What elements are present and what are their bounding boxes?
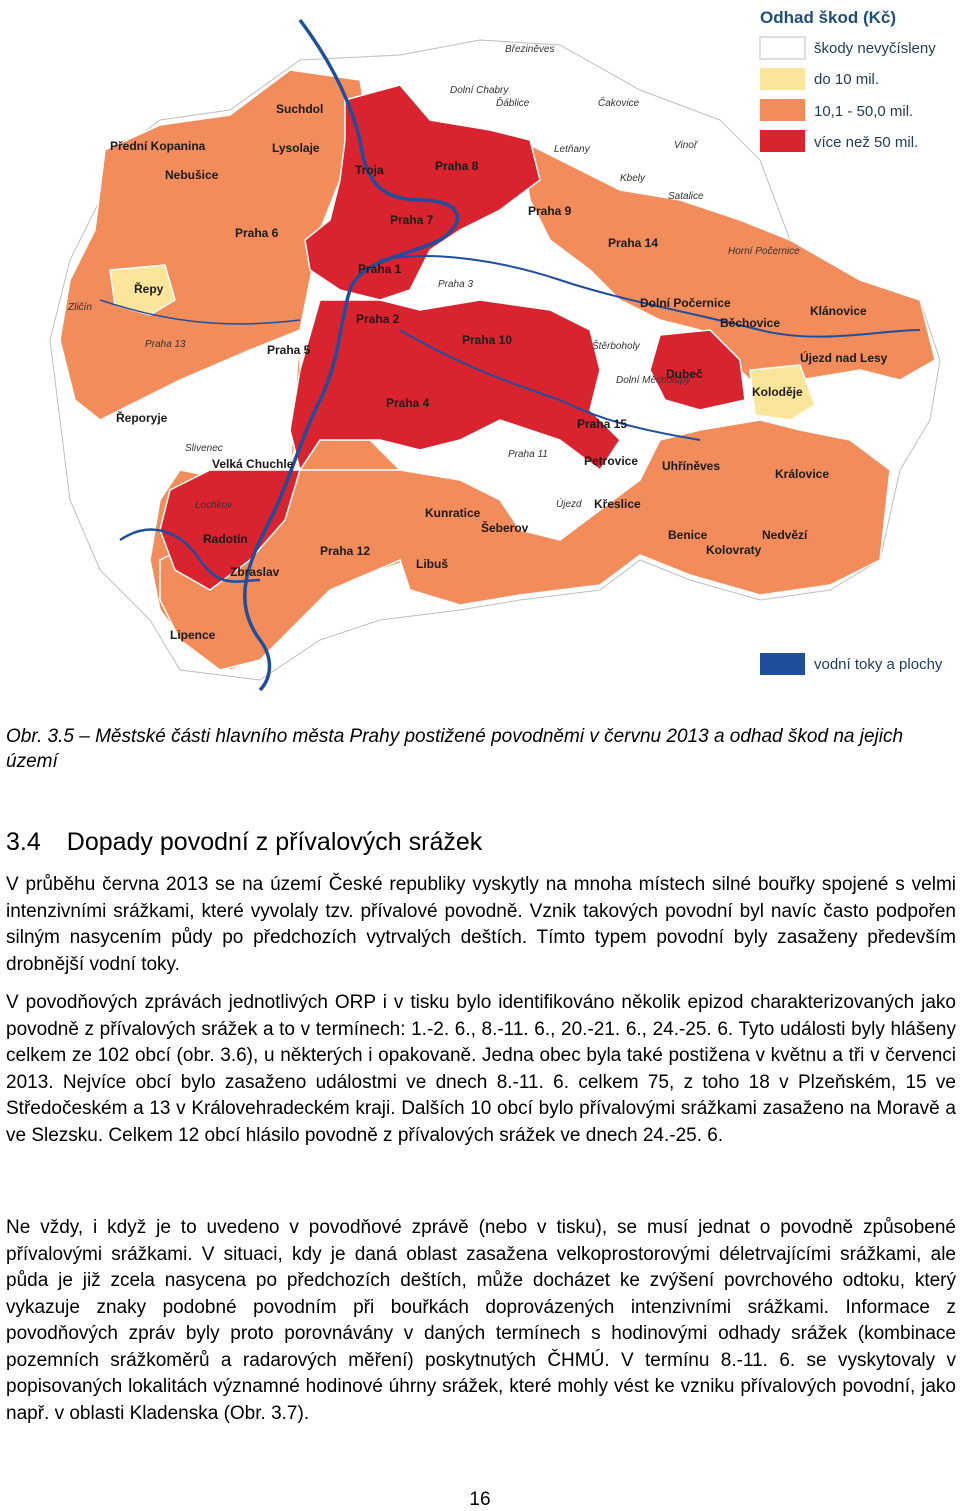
label-lochkov: Lochkov bbox=[195, 500, 233, 511]
section-title: Dopady povodní z přívalových srážek bbox=[66, 828, 483, 856]
label-praha-12: Praha 12 bbox=[320, 544, 371, 558]
section-heading bbox=[6, 828, 482, 857]
label-dolni-chabry: Dolní Chabry bbox=[450, 85, 509, 96]
label-dolni-pocernice: Dolní Počernice bbox=[640, 296, 731, 310]
label-horni-pocernice: Horní Počernice bbox=[728, 246, 800, 257]
label-radotin: Radotín bbox=[203, 532, 248, 546]
label-lysolaje: Lysolaje bbox=[272, 141, 320, 155]
legend-label-unquantified: škody nevyčísleny bbox=[814, 40, 936, 57]
legend-swatch-water bbox=[760, 653, 805, 675]
label-predni-kopanina: Přední Kopanina bbox=[110, 139, 206, 153]
label-libus: Libuš bbox=[416, 557, 448, 571]
label-praha-15: Praha 15 bbox=[577, 417, 628, 431]
label-praha-13: Praha 13 bbox=[145, 339, 186, 350]
label-nebusice: Nebušice bbox=[165, 168, 219, 182]
label-praha-3: Praha 3 bbox=[438, 279, 474, 290]
legend-label-high: více než 50 mil. bbox=[814, 134, 919, 151]
label-dubec: Dubeč bbox=[666, 367, 703, 381]
label-reporyje: Řeporyje bbox=[116, 411, 168, 425]
label-praha-1: Praha 1 bbox=[358, 262, 402, 276]
paragraph-1: V průběhu června 2013 se na území České republiky vyskytly na mnoha místech silné bouřky spojené s velmi intenzivními srážkami, které vyvolaly tzv. přívalové povodně. Vznik takových povodní byl navíc často podpořen silným nasycením půdy po předchozích vytrvalých deštích. Tímto typem povodní byly zasaženy především drobnější vodní toky. bbox=[6, 874, 956, 975]
label-praha-7: Praha 7 bbox=[390, 213, 434, 227]
label-praha-5: Praha 5 bbox=[267, 343, 311, 357]
label-klanovice: Klánovice bbox=[810, 304, 867, 318]
label-slivenec: Slivenec bbox=[185, 443, 223, 454]
label-kolodeje: Koloděje bbox=[752, 385, 803, 399]
label-velka-chuchle: Velká Chuchle bbox=[212, 457, 294, 471]
label-uhrineves: Uhříněves bbox=[662, 459, 721, 473]
legend-label-water: vodní toky a plochy bbox=[814, 656, 943, 673]
label-praha-10: Praha 10 bbox=[462, 333, 513, 347]
label-praha-11: Praha 11 bbox=[508, 449, 548, 460]
label-kbely: Kbely bbox=[620, 173, 646, 184]
label-suchdol: Suchdol bbox=[276, 102, 324, 116]
legend-title: Odhad škod (Kč) bbox=[760, 8, 897, 27]
label-repy: Řepy bbox=[134, 282, 164, 296]
label-praha-14: Praha 14 bbox=[608, 236, 659, 250]
paragraph-2: V povodňových zprávách jednotlivých ORP i v tisku bylo identifikováno několik epizod charakterizovaných jako povodně z přívalových srážek a to v termínech: 1.-2. 6., 8.-11. 6., 20.-21. 6., 24.-25. 6. Tyto události byly hlášeny celkem ze 102 obcí (obr. 3.6), u některých i opakovaně. Jedna obec byla také postižena v květnu a tři v červenci 2013. Nejvíce obcí bylo zasaženo událostmi ve dnech 8.-11. 6. celkem 75, z toho 18 v Plzeňském, 15 ve Středočeském a 13 v Královehradeckém kraji. Dalších 10 obcí bylo přívalovými srážkami zasaženo na Moravě a ve Slezsku. Celkem 12 obcí hlásilo povodně z přívalových srážek ve dnech 24.-25. 6. bbox=[6, 992, 956, 1146]
legend-label-low: do 10 mil. bbox=[814, 71, 880, 88]
label-praha-8: Praha 8 bbox=[435, 159, 479, 173]
label-praha-9: Praha 9 bbox=[528, 204, 572, 218]
section-number: 3.4 bbox=[6, 828, 41, 856]
legend-swatch-low bbox=[760, 68, 805, 90]
label-bechovice: Běchovice bbox=[720, 316, 781, 330]
label-kunratice: Kunratice bbox=[425, 506, 481, 520]
flood-damage-map bbox=[0, 0, 960, 700]
label-praha-4: Praha 4 bbox=[386, 396, 430, 410]
label-praha-2: Praha 2 bbox=[356, 312, 400, 326]
label-cakovice: Čakovice bbox=[598, 98, 640, 109]
label-sterboholy: Štěrboholy bbox=[592, 341, 640, 352]
label-praha-6: Praha 6 bbox=[235, 226, 279, 240]
label-kolovraty: Kolovraty bbox=[706, 543, 762, 557]
label-lipence: Lipence bbox=[170, 628, 216, 642]
label-kralovice: Královice bbox=[775, 467, 830, 481]
figure-caption: Obr. 3.5 – Městské části hlavního města Prahy postižené povodněmi v červnu 2013 a odhad škod na jejich území bbox=[6, 726, 904, 772]
label-seberov: Šeberov bbox=[481, 521, 529, 535]
label-dolni-mecholupy: Dolní Měcholupy bbox=[616, 375, 691, 386]
label-ujezd: Újezd bbox=[556, 499, 582, 510]
legend-swatch-medium bbox=[760, 99, 805, 121]
label-vinor: Vinoř bbox=[674, 140, 698, 151]
label-satalice: Satalice bbox=[668, 191, 704, 202]
label-letnany: Letňany bbox=[554, 144, 590, 155]
label-troja: Troja bbox=[355, 163, 384, 177]
legend-swatch-unquantified bbox=[760, 37, 805, 59]
label-nedvezi: Nedvězí bbox=[762, 528, 808, 542]
page-number: 16 bbox=[469, 1489, 491, 1510]
label-brezineves: Březiněves bbox=[505, 44, 555, 55]
legend-label-medium: 10,1 - 50,0 mil. bbox=[814, 103, 914, 120]
paragraph-3: Ne vždy, i když je to uvedeno v povodňové zprávě (nebo v tisku), se musí jednat o povodně způsobené přívalovými srážkami. V situaci, kdy je daná oblast zasažena velkoprostorovými déletrvajícími srážkami, ale půda je již zcela nasycena po předchozích deštích, může docházet ke zvýšení povrchového odtoku, který vykazuje znaky podobné povodním při bouřkách doprovázených intenzivními srážkami. Informace z povodňových zpráv byly proto porovnávány v daných termínech s hodinovými odhady srážek (kombinace pozemních srážkoměrů a radarových měření) poskytnutých ČHMÚ. V termínu 8.-11. 6. se vyskytovaly v popisovaných lokalitách významné hodinové úhrny srážek, které mohly vést ke vzniku přívalových povodní, jako např. v oblasti Kladenska (Obr. 3.7). bbox=[6, 1217, 956, 1424]
label-petrovice: Petrovice bbox=[584, 454, 639, 468]
label-zlicin: Zličín bbox=[68, 302, 92, 313]
label-dablice: Ďáblice bbox=[496, 98, 530, 109]
label-kreslice: Křeslice bbox=[594, 497, 641, 511]
label-benice: Benice bbox=[668, 528, 708, 542]
label-zbraslav: Zbraslav bbox=[230, 565, 280, 579]
legend-swatch-high bbox=[760, 130, 805, 152]
label-ujezd-nad-lesy: Újezd nad Lesy bbox=[800, 351, 888, 365]
